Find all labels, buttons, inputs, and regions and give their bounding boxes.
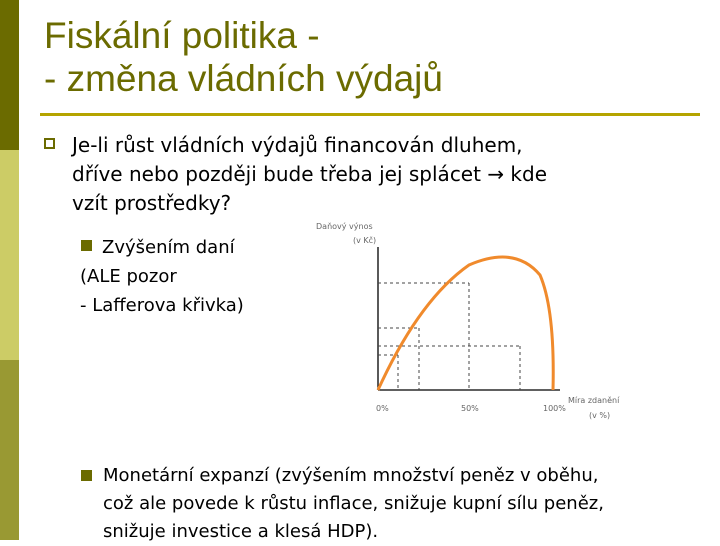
laffer-curve — [378, 257, 553, 390]
sub-bullet-line: (ALE pozor — [80, 266, 177, 287]
bullet-text-monetary — [103, 462, 604, 546]
y-axis-unit: (v Kč) — [353, 236, 377, 245]
bullet-line: Monetární expanzí (zvýšením množství peněz v oběhu, — [103, 465, 599, 486]
title-line-2: - změna vládních výdajů — [44, 58, 443, 99]
bullet-line: dříve nebo později bude třeba jej splácet → kde — [72, 162, 548, 186]
bullet-line: Je-li růst vládních výdajů financován dluhem, — [72, 133, 523, 157]
title-line-1: Fiskální politika - — [44, 15, 320, 56]
bullet-line: což ale povede k růstu inflace, snižuje kupní sílu peněz, — [103, 493, 604, 514]
guide-lines — [378, 283, 520, 390]
sub-bullet-line: Zvýšením daní — [102, 237, 235, 258]
bullet-line: vzít prostředky? — [72, 191, 232, 215]
x-axis-label: Míra zdanění — [568, 396, 620, 405]
sub-bullet-line: - Lafferova křivka) — [80, 295, 244, 316]
tick-0-percent: 0% — [376, 404, 389, 413]
filled-square-bullet-icon — [81, 470, 92, 481]
x-axis-unit: (v %) — [589, 411, 611, 420]
tick-50-percent: 50% — [461, 404, 479, 413]
tick-100-percent: 100% — [543, 404, 566, 413]
bullet-line: snižuje investice a klesá HDP). — [103, 521, 379, 542]
y-axis-label: Daňový výnos — [316, 222, 373, 231]
